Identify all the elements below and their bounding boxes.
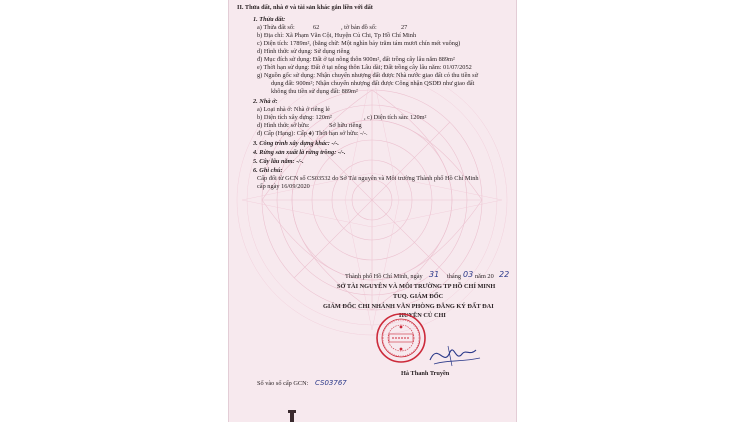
house-ownership-value: Sở hữu riêng xyxy=(329,122,362,129)
house-ownership-term: e) Thời hạn sở hữu: -/-. xyxy=(309,130,368,137)
house-floor-area: , c) Diện tích sàn: 120m² xyxy=(364,114,427,121)
notes-line2: cấp ngày 16/09/2020 xyxy=(257,183,310,190)
issue-month: 03 xyxy=(463,270,474,279)
land-area: c) Diện tích: 1789m², (bằng chữ: Một nghìn bảy trăm tám mươi chín mét vuông) xyxy=(257,40,461,47)
land-address: b) Địa chỉ: Xã Phạm Văn Cội, Huyện Củ Chi, Tp Hồ Chí Minh xyxy=(257,32,417,39)
bottom-mark-icon xyxy=(287,410,297,422)
registry-label: Số vào sổ cấp GCN: xyxy=(257,380,309,387)
year-label: năm 20 xyxy=(475,273,494,280)
parcel-number: 62 xyxy=(313,24,320,31)
land-origin-line3: không thu tiền sử dụng đất: 889m² xyxy=(271,88,358,95)
branch-director-line1: GIÁM ĐỐC CHI NHÁNH VĂN PHÒNG ĐĂNG KÝ ĐẤT ĐAI xyxy=(323,303,494,310)
land-use-purpose: đ) Mục đích sử dụng: Đất ở tại nông thôn 900m², đất trồng cây lâu năm 889m² xyxy=(257,56,455,63)
map-sheet-label: , tờ bản đồ số: xyxy=(341,24,377,31)
issue-year: 22 xyxy=(499,270,510,279)
land-heading: 1. Thửa đất: xyxy=(253,16,286,23)
certificate-page xyxy=(228,0,517,422)
notes-heading: 6. Ghi chú: xyxy=(253,167,283,174)
branch-director-line2: HUYỆN CỦ CHI xyxy=(399,312,446,319)
parcel-label: a) Thửa đất số: xyxy=(257,24,295,31)
registry-number: CS03767 xyxy=(315,379,347,387)
signer-name: Hà Thanh Truyền xyxy=(401,370,450,377)
house-heading: 2. Nhà ở: xyxy=(253,98,278,105)
land-use-form: d) Hình thức sử dụng: Sử dụng riêng xyxy=(257,48,350,55)
other-structures: 3. Công trình xây dựng khác: -/-. xyxy=(253,140,339,147)
place-date-prefix: Thành phố Hồ Chí Minh, ngày xyxy=(345,273,423,280)
handwritten-signature xyxy=(426,338,486,370)
land-origin-line2: dụng đất: 900m²; Nhận chuyển nhượng đất được Công nhận QSDĐ như giao đất xyxy=(271,80,475,87)
issue-day: 31 xyxy=(429,270,440,279)
land-use-term: e) Thời hạn sử dụng: Đất ở tại nông thôn Lâu dài; Đất trồng cây lâu năm: 01/07/2052 xyxy=(257,64,472,71)
house-ownership-form: d) Hình thức sở hữu: xyxy=(257,122,310,129)
house-type: a) Loại nhà ở: Nhà ở riêng lẻ xyxy=(257,106,330,113)
issuing-org: SỞ TÀI NGUYÊN VÀ MÔI TRƯỜNG TP HỒ CHÍ MINH xyxy=(337,283,496,290)
map-sheet-number: 27 xyxy=(401,24,408,31)
section-title: II. Thửa đất, nhà ở và tài sản khác gắn liền với đất xyxy=(237,4,373,11)
notes-line1: Cấp đổi từ GCN số CS03532 do Sở Tài nguyên và Môi trường Thành phố Hồ Chí Minh xyxy=(257,175,479,182)
red-official-seal xyxy=(375,312,427,364)
perennial-trees: 5. Cây lâu năm: -/-. xyxy=(253,158,304,165)
house-grade: đ) Cấp (Hạng): Cấp 4 xyxy=(257,130,312,137)
production-forest: 4. Rừng sản xuất là rừng trồng: -/-. xyxy=(253,149,346,156)
land-origin-line1: g) Nguồn gốc sử dụng: Nhận chuyển nhượng đất được Nhà nước giao đất có thu tiền sử xyxy=(257,72,478,79)
tuq-director: TUQ. GIÁM ĐỐC xyxy=(393,293,444,300)
house-build-area: b) Diện tích xây dựng: 120m² xyxy=(257,114,332,121)
month-label: tháng xyxy=(447,273,461,280)
